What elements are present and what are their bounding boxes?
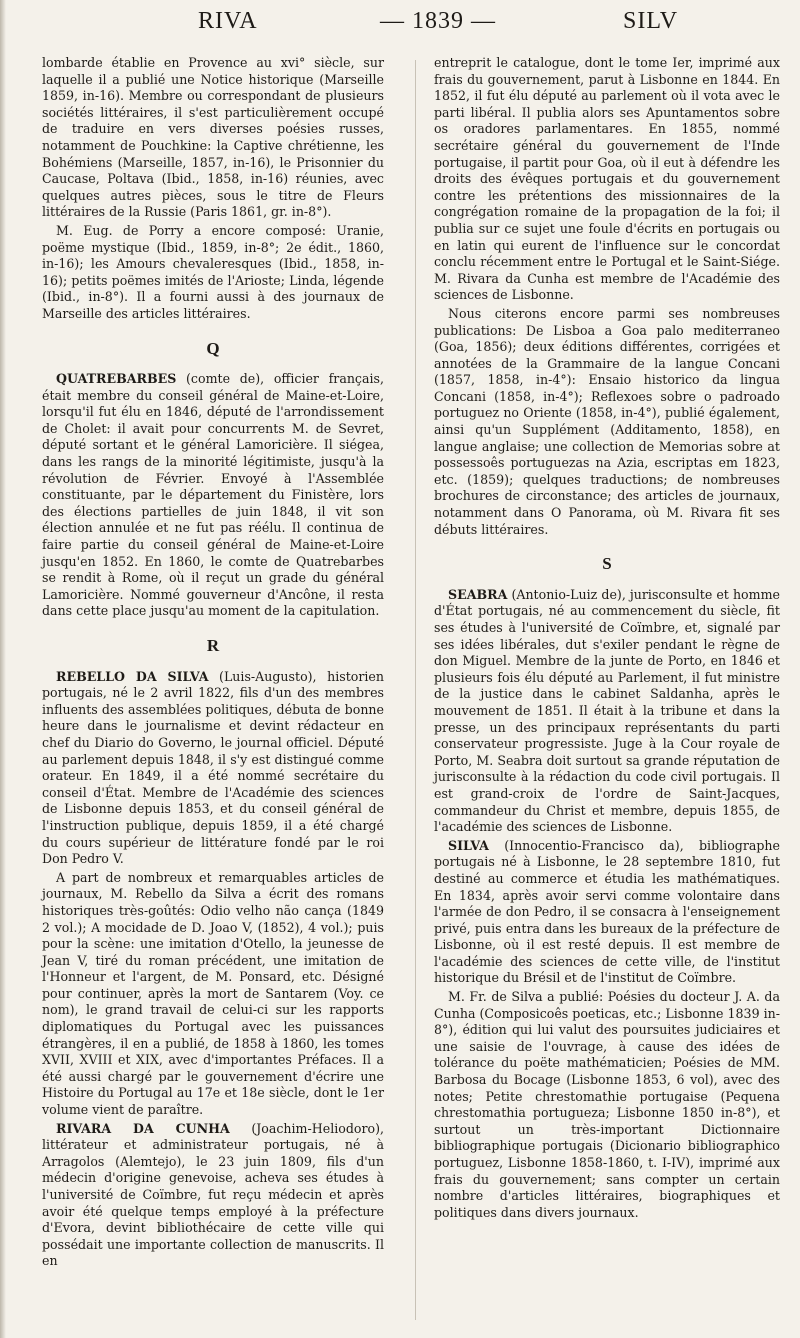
- header-page-number: — 1839 —: [380, 8, 496, 34]
- entry-silva: [434, 838, 780, 987]
- entry-text-quatrebarbes: (comte de), officier français, était membre du conseil général de Maine-et-Loire, lorsqu'il fut élu en 1846, député de l'arrondissement de Cholet: il avait pour concurrents M. de Sevret, député sortant et le général Lamoricière. Il siégea, dans les rangs de la minorité légitimiste, jusqu'à la révolution de Février. Envoyé à l'Assemblée constituante, par le département du Finistère, lors des élections partielles de juin 1848, il vit son élection annulée et ne fut pas réélu. Il continua de faire partie du conseil général de Maine-et-Loire jusqu'en 1852. En 1860, le comte de Quatrebarbes se rendit à Rome, où il reçut un grade du général Lamoricière. Nommé gouverneur d'Ancône, il resta dans cette place jusqu'au moment de la capitulation.: [42, 371, 384, 619]
- entry-quatrebarbes: [42, 371, 384, 620]
- entry-text-rebello: (Luis-Augusto), historien portugais, né le 2 avril 1822, fils d'un des membres influents des assemblées politiques, débuta de bonne heure dans le journalisme et devint rédacteur en chef du Diario do Governo, le journal officiel. Député au parlement depuis 1848, il s'y est distingué comme orateur. En 1849, il a été nommé secrétaire du conseil d'État. Membre de l'Académie des sciences de Lisbonne depuis 1853, et du conseil général de l'instruction publique, depuis 1859, il a été chargé du cours supérieur de littérature fondé par le roi Don Pedro V.: [42, 668, 384, 867]
- entry-name-rebello: REBELLO DA SILVA: [56, 668, 209, 684]
- entry-name-seabra: SEABRA: [448, 586, 508, 602]
- entry-text-rivara: (Joachim-Heliodoro), littérateur et administrateur portugais, né à Arragolos (Alemtejo), le 23 juin 1809, fils d'un médecin d'origine genevoise, acheva ses études à l'université de Coïmbre, fut reçu médecin et après avoir été quelque temps employé à la préfecture d'Evora, devint bibliothécaire de cette ville qui possédait une importante collection de manuscrits. Il en: [42, 1120, 384, 1269]
- entry-rivara: [42, 1121, 384, 1270]
- section-letter-q: Q: [206, 338, 220, 358]
- right-column: [434, 55, 780, 1223]
- left-column: [42, 55, 384, 1272]
- header-left: RIVA: [198, 8, 258, 34]
- paragraph-rivara-continued: entreprit le catalogue, dont le tome Ier, imprimé aux frais du gouvernement, parut à Lisbonne en 1844. En 1852, il fut élu député au parlement où il vota avec le parti libéral. Il publia alors ses Apuntamentos sobre os oradores parlamentares. En 1855, nommé secrétaire général du gouvernement de l'Inde portugaise, il partit pour Goa, où il eut à défendre les droits des évêques portugais et du gouvernement contre les prétentions des missionnaires de la congrégation romaine de la propagation de la foi; il publia sur ce sujet une foule d'écrits en portugais ou en latin qui eurent de l'influence sur le concordat conclu récemment entre le Portugal et le Saint-Siége. M. Rivara da Cunha est membre de l'Académie des sciences de Lisbonne.: [434, 55, 780, 303]
- page-edge-shadow: [0, 0, 6, 1338]
- running-header: [40, 8, 780, 48]
- paragraph-rivara-publications: Nous citerons encore parmi ses nombreuses publications: De Lisboa a Goa palo mediterraneo (Goa, 1856); deux éditions différentes, corrigées et annotées de la Grammaire de la langue Concani (1857, 1858, in-4°): Ensaio historico da lingua Concani (1858, in-4°); Reflexoes sobre o padroado portuguez no Oriente (1858, in-4°), publié également, ainsi qu'un Supplément (Additamento, 1858), en langue anglaise; une collection de Memorias sobre at possessoês portuguezas na Azia, escriptas em 1823, etc. (1859); quelques traductions; de nombreuses brochures de circonstance; des articles de journaux, notamment dans O Panorama, où M. Rivara fit ses débuts littéraires.: [434, 305, 780, 537]
- entry-rebello: [42, 669, 384, 868]
- entry-seabra: [434, 587, 780, 836]
- column-divider: [415, 60, 416, 1320]
- section-letter-r: R: [206, 636, 220, 655]
- header-right: SILV: [623, 8, 679, 34]
- paragraph-rebello-works: A part de nombreux et remarquables articles de journaux, M. Rebello da Silva a écrit des romans historiques très-goûtés: Odio velho não cança (1849 2 vol.); A mocidade de D. Joao V, (1852), 4 vol.); puis pour la scène: une imitation d'Otello, la jeunesse de Jean V, tiré du roman précédent, une imitation de l'Honneur et l'argent, de M. Ponsard, etc. Désigné pour continuer, après la mort de Santarem (Voy. ce nom), le grand travail de celui-ci sur les rapports diplomatiques du Portugal avec les puissances étrangères, il en a publié, de 1858 à 1860, les tomes XVII, XVIII et XIX, avec d'importantes Préfaces. Il a été aussi chargé par le gouvernement d'écrire une Histoire du Portugal au 17e et 18e siècle, dont le 1er volume vient de paraître.: [42, 869, 384, 1118]
- paragraph-porry-intro: lombarde établie en Provence au xvi° siècle, sur laquelle il a publié une Notice historique (Marseille 1859, in-16). Membre ou correspondant de plusieurs sociétés littéraires, il s'est particulièrement occupé de traduire en vers diverses poésies russes, notamment de Pouchkine: la Captive chrétienne, les Bohémiens (Marseille, 1857, in-16), le Prisonnier du Caucase, Poltava (Ibid., 1858, in-16) réunies, avec quelques autres pièces, sous le titre de Fleurs littéraires de la Russie (Paris 1861, gr. in-8°).: [42, 55, 384, 220]
- paragraph-silva-works: M. Fr. de Silva a publié: Poésies du docteur J. A. da Cunha (Composicoês poeticas, etc.; Lisbonne 1839 in-8°), édition qui lui valut des poursuites judiciaires et une saisie de l'ouvrage, à cause des idées de tolérance du poëte mathématicien; Poésies de MM. Barbosa du Bocage (Lisbonne 1853, 6 vol), avec des notes; Petite chrestomathie portugaise (Pequena chrestomathia portugueza; Lisbonne 1850 in-8°), et surtout un très-important Dictionnaire bibliographique portugais (Dicionario bibliographico portuguez, Lisbonne 1858-1860, t. I-IV), imprimé aux frais du gouvernement; sans compter un certain nombre d'articles littéraires, biographiques et politiques dans divers journaux.: [434, 989, 780, 1220]
- entry-name-silva: SILVA: [448, 837, 489, 853]
- section-letter-s: S: [602, 554, 612, 574]
- entry-text-silva: (Innocentio-Francisco da), bibliographe portugais né à Lisbonne, le 28 septembre 1810, fut destiné au commerce et étudia les mathématiques. En 1834, après avoir servi comme volontaire dans l'armée de don Pedro, il se consacra à l'enseignement privé, puis entra dans les bureaux de la préfecture de Lisbonne, où il est resté depuis. Il est membre de l'académie des sciences de cette ville, de l'institut historique du Brésil et de l'institut de Coïmbre.: [434, 837, 780, 986]
- entry-name-rivara: RIVARA DA CUNHA: [56, 1120, 230, 1136]
- paragraph-porry-works: M. Eug. de Porry a encore composé: Uranie, poëme mystique (Ibid., 1859, in-8°; 2e édit., 1860, in-16); les Amours chevaleresques (Ibid., 1858, in-16); petits poëmes imités de l'Arioste; Linda, légende (Ibid., in-8°). Il a fourni aussi à des journaux de Marseille des articles littéraires.: [42, 222, 384, 321]
- entry-name-quatrebarbes: QUATREBARBES: [56, 371, 177, 387]
- entry-text-seabra: (Antonio-Luiz de), jurisconsulte et homme d'État portugais, né au commencement du siècle, fit ses études à l'université de Coïmbre, et, signalé par ses idées libérales, dut s'exiler pendant le règne de don Miguel. Membre de la junte de Porto, en 1846 et plusieurs fois élu député au Parlement, il fut ministre de la justice dans le cabinet Saldanha, après le mouvement de 1851. Il était à la tribune et dans la presse, un des principaux représentants du parti conservateur progressiste. Juge à la Cour royale de Porto, M. Seabra doit surtout sa grande réputation de jurisconsulte à la rédaction du code civil portugais. Il est grand-croix de l'ordre de Saint-Jacques, commandeur du Christ et membre, depuis 1855, de l'académie des sciences de Lisbonne.: [434, 586, 780, 835]
